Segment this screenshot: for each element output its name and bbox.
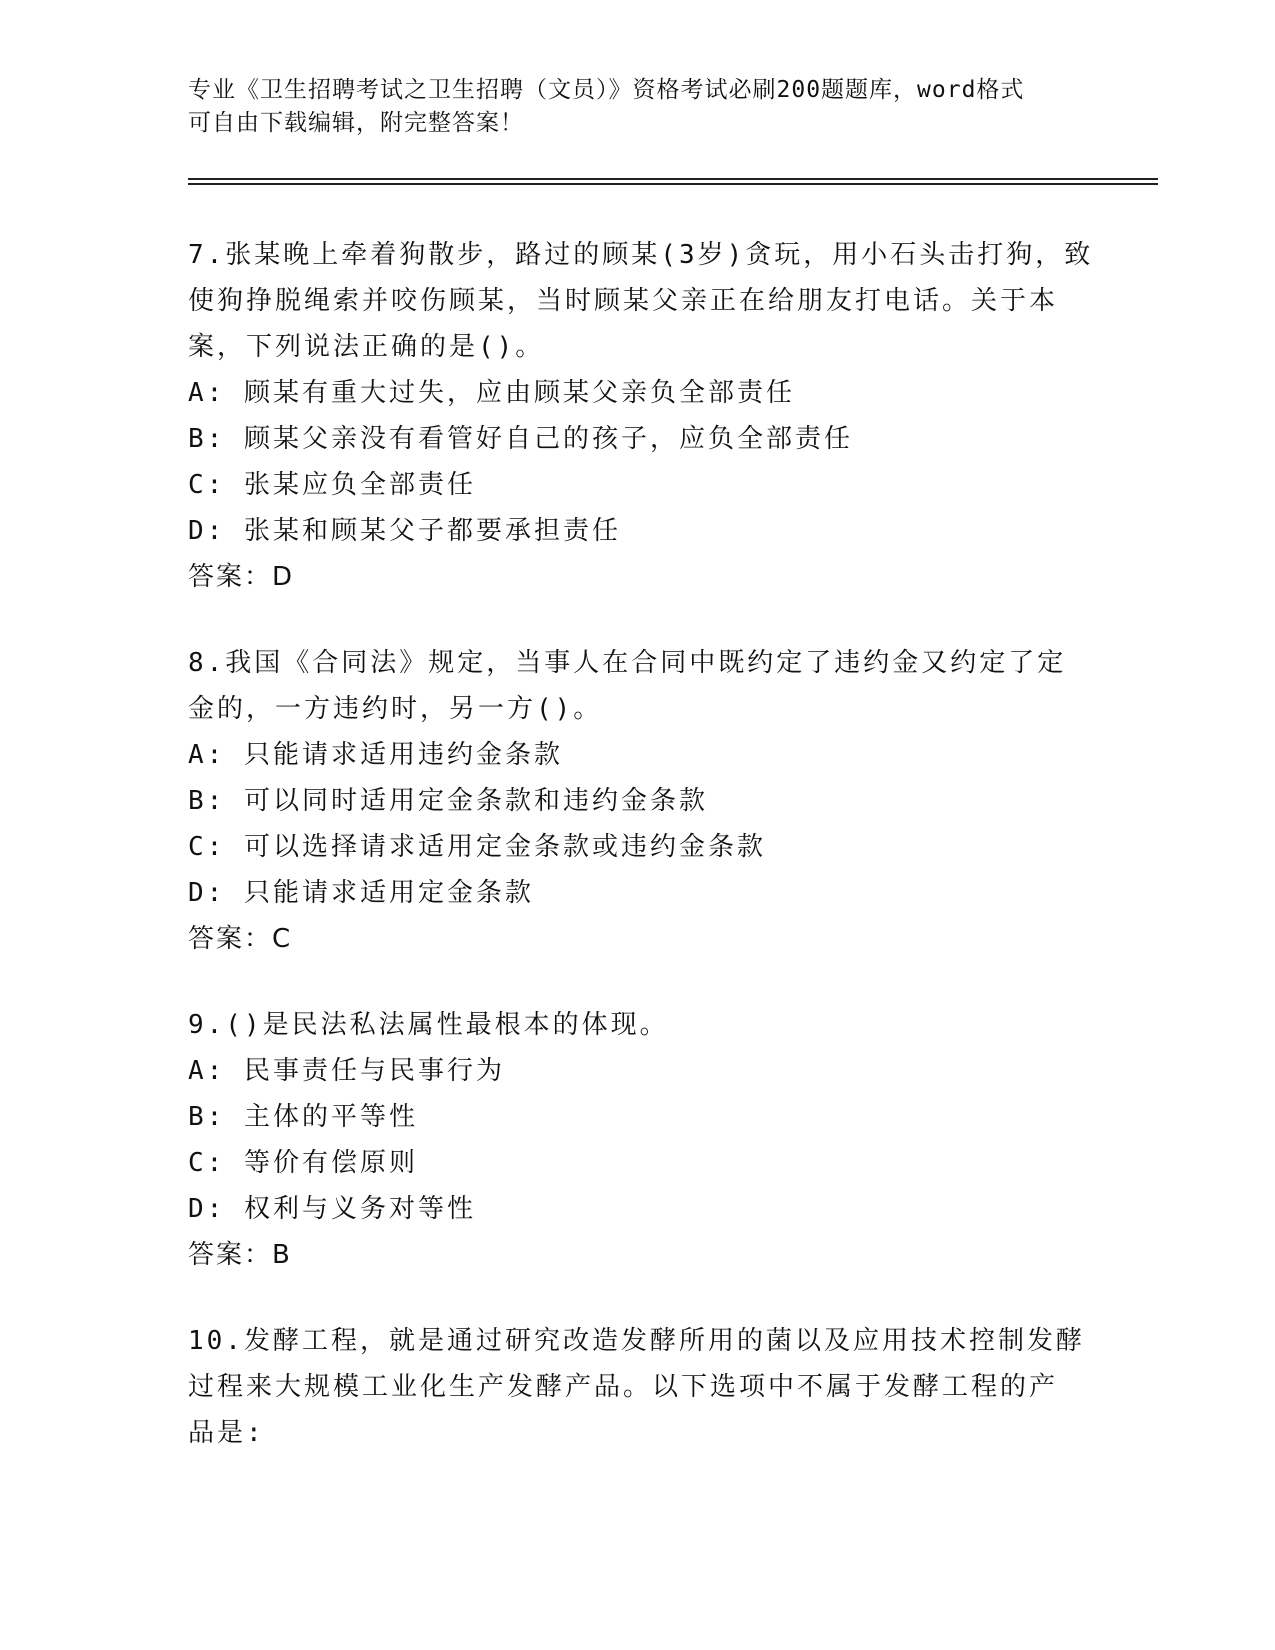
question-stem: 品是: [188,1418,265,1448]
question-stem: 过程来大规模工业化生产发酵产品。以下选项中不属于发酵工程的产 [188,1372,1059,1402]
question-stem: 9.()是民法私法属性最根本的体现。 [188,1010,669,1040]
option-a: A: 顾某有重大过失，应由顾某父亲负全部责任 [188,378,795,408]
question-stem: 10.发酵工程，就是通过研究改造发酵所用的菌以及应用技术控制发酵 [188,1326,1085,1356]
question-list [188,232,1094,1496]
question-stem: 7.张某晚上牵着狗散步，路过的顾某(3岁)贪玩，用小石头击打狗，致 [188,240,1094,270]
option-c: C: 张某应负全部责任 [188,470,476,500]
option-d: D: 权利与义务对等性 [188,1194,476,1224]
question-7 [188,232,1094,600]
header-line: 可自由下载编辑，附完整答案！ [188,110,524,136]
option-c: C: 等价有偿原则 [188,1148,418,1178]
question-8 [188,640,1088,962]
answer-label: 答案：D [188,562,295,592]
question-stem: 金的，一方违约时，另一方()。 [188,694,603,724]
question-stem: 8.我国《合同法》规定，当事人在合同中既约定了违约金又约定了定 [188,648,1067,678]
option-b: B: 主体的平等性 [188,1102,418,1132]
option-a: A: 民事责任与民事行为 [188,1056,505,1086]
option-d: D: 只能请求适用定金条款 [188,878,534,908]
document-header [188,74,1088,140]
option-b: B: 顾某父亲没有看管好自己的孩子，应负全部责任 [188,424,853,454]
option-b: B: 可以同时适用定金条款和违约金条款 [188,786,708,816]
header-divider-top [188,178,1158,180]
option-c: C: 可以选择请求适用定金条款或违约金条款 [188,832,766,862]
header-line: 专业《卫生招聘考试之卫生招聘（文员）》资格考试必刷200题题库，word格式 [188,77,1025,103]
question-stem: 案，下列说法正确的是()。 [188,332,545,362]
question-9 [188,1002,1088,1278]
option-a: A: 只能请求适用违约金条款 [188,740,563,770]
question-10 [188,1318,1088,1456]
answer-label: 答案：B [188,1240,292,1270]
question-stem: 使狗挣脱绳索并咬伤顾某，当时顾某父亲正在给朋友打电话。关于本 [188,286,1059,316]
header-divider-bottom [188,183,1158,185]
answer-label: 答案：C [188,924,293,954]
option-d: D: 张某和顾某父子都要承担责任 [188,516,621,546]
